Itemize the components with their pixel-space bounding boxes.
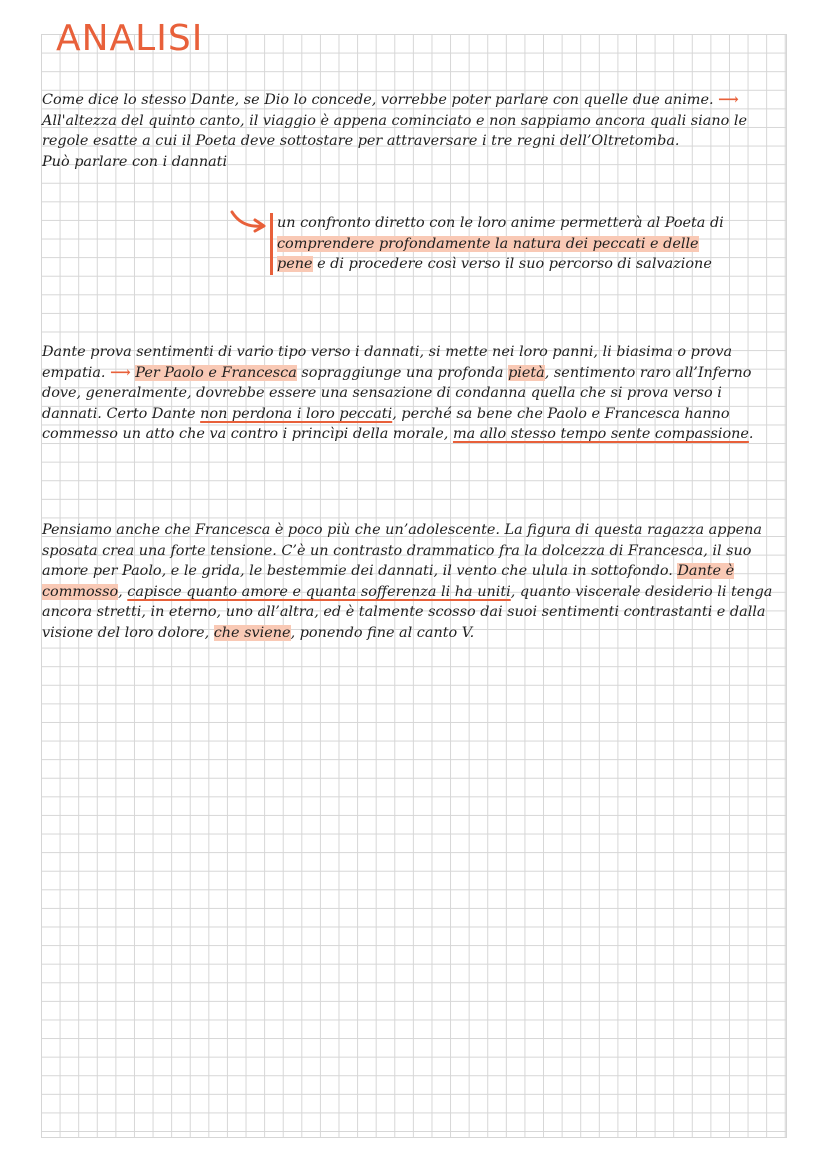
highlight-comprendere: comprendere profondamente la natura dei peccati e delle pene <box>277 235 699 272</box>
highlight-che-sviene: che sviene <box>213 624 291 641</box>
arrow-right-icon: ⟶ <box>110 363 131 381</box>
page-title: ANALISI <box>56 18 204 59</box>
underline-compassione: ma allo stesso tempo sente compassione <box>452 426 749 442</box>
curved-arrow-icon <box>228 206 272 238</box>
intro-text-b: All'altezza del quinto canto, il viaggio è appena cominciato e non sappiamo ancora quali siano le regole esatte a cui il Poeta deve sottostare per attraversare i tre regni dell’Oltretomba. <box>42 112 747 149</box>
highlight-paolo-francesca: Per Paolo e Francesca <box>135 364 297 381</box>
p2-text-b: sopraggiunge una profonda <box>296 364 509 381</box>
underline-amore-sofferenza: capisce quanto amore e quanta sofferenza li ha uniti <box>127 583 511 600</box>
branch-note <box>270 213 737 275</box>
p2-text-e: . <box>748 426 754 442</box>
underline-non-perdona: non perdona i loro peccati <box>200 405 393 422</box>
p3-text-b: , <box>118 583 128 600</box>
branch-text-b: e di procedere così verso il suo percorso di salvazione <box>312 256 712 272</box>
intro-text-a: Come dice lo stesso Dante, se Dio lo concede, vorrebbe poter parlare con quelle due anime. <box>42 92 714 108</box>
intro-text-c: Può parlare con i dannati <box>42 153 228 170</box>
p2-text-a: Dante prova sentimenti di vario tipo verso i dannati, si mette nei loro panni, li biasima o prova empatia. <box>42 344 733 381</box>
p3-text-d: , ponendo fine al canto V. <box>290 624 475 641</box>
p3-text-a: Pensiamo anche che Francesca è poco più che un’adolescente. La figura di questa ragazza appena sposata crea una forte tensione. C’è un contrasto drammatico fra la dolcezza di Francesca, il suo amore per Paolo, e le grida, le bestemmie dei dannati, il vento che ulula in sottofondo. <box>42 522 763 579</box>
arrow-right-icon: ⟶ <box>718 91 739 108</box>
paragraph-intro <box>42 90 784 172</box>
p2-text-d: , perché sa bene che Paolo e Francesca hanno commesso un atto che va contro i princìpi della morale, <box>42 405 730 442</box>
p2-text-c: , sentimento raro all’Inferno dove, generalmente, dovrebbe essere una sensazione di condanna quella che si prova verso i dannati. Certo Dante <box>42 364 752 422</box>
paragraph-sentimenti <box>42 342 784 445</box>
branch-text-a: un confronto diretto con le loro anime permetterà al Poeta di <box>277 215 724 231</box>
highlight-dante-commosso: Dante è commosso <box>42 563 735 600</box>
p3-text-c: , quanto viscerale desiderio li tenga ancora stretti, in eterno, uno all’altra, ed è talmente scosso dai suoi sentimenti contrastanti e dalla visione del loro dolore, <box>42 583 773 641</box>
highlight-pieta: pietà <box>508 364 545 381</box>
paragraph-francesca <box>42 520 784 643</box>
